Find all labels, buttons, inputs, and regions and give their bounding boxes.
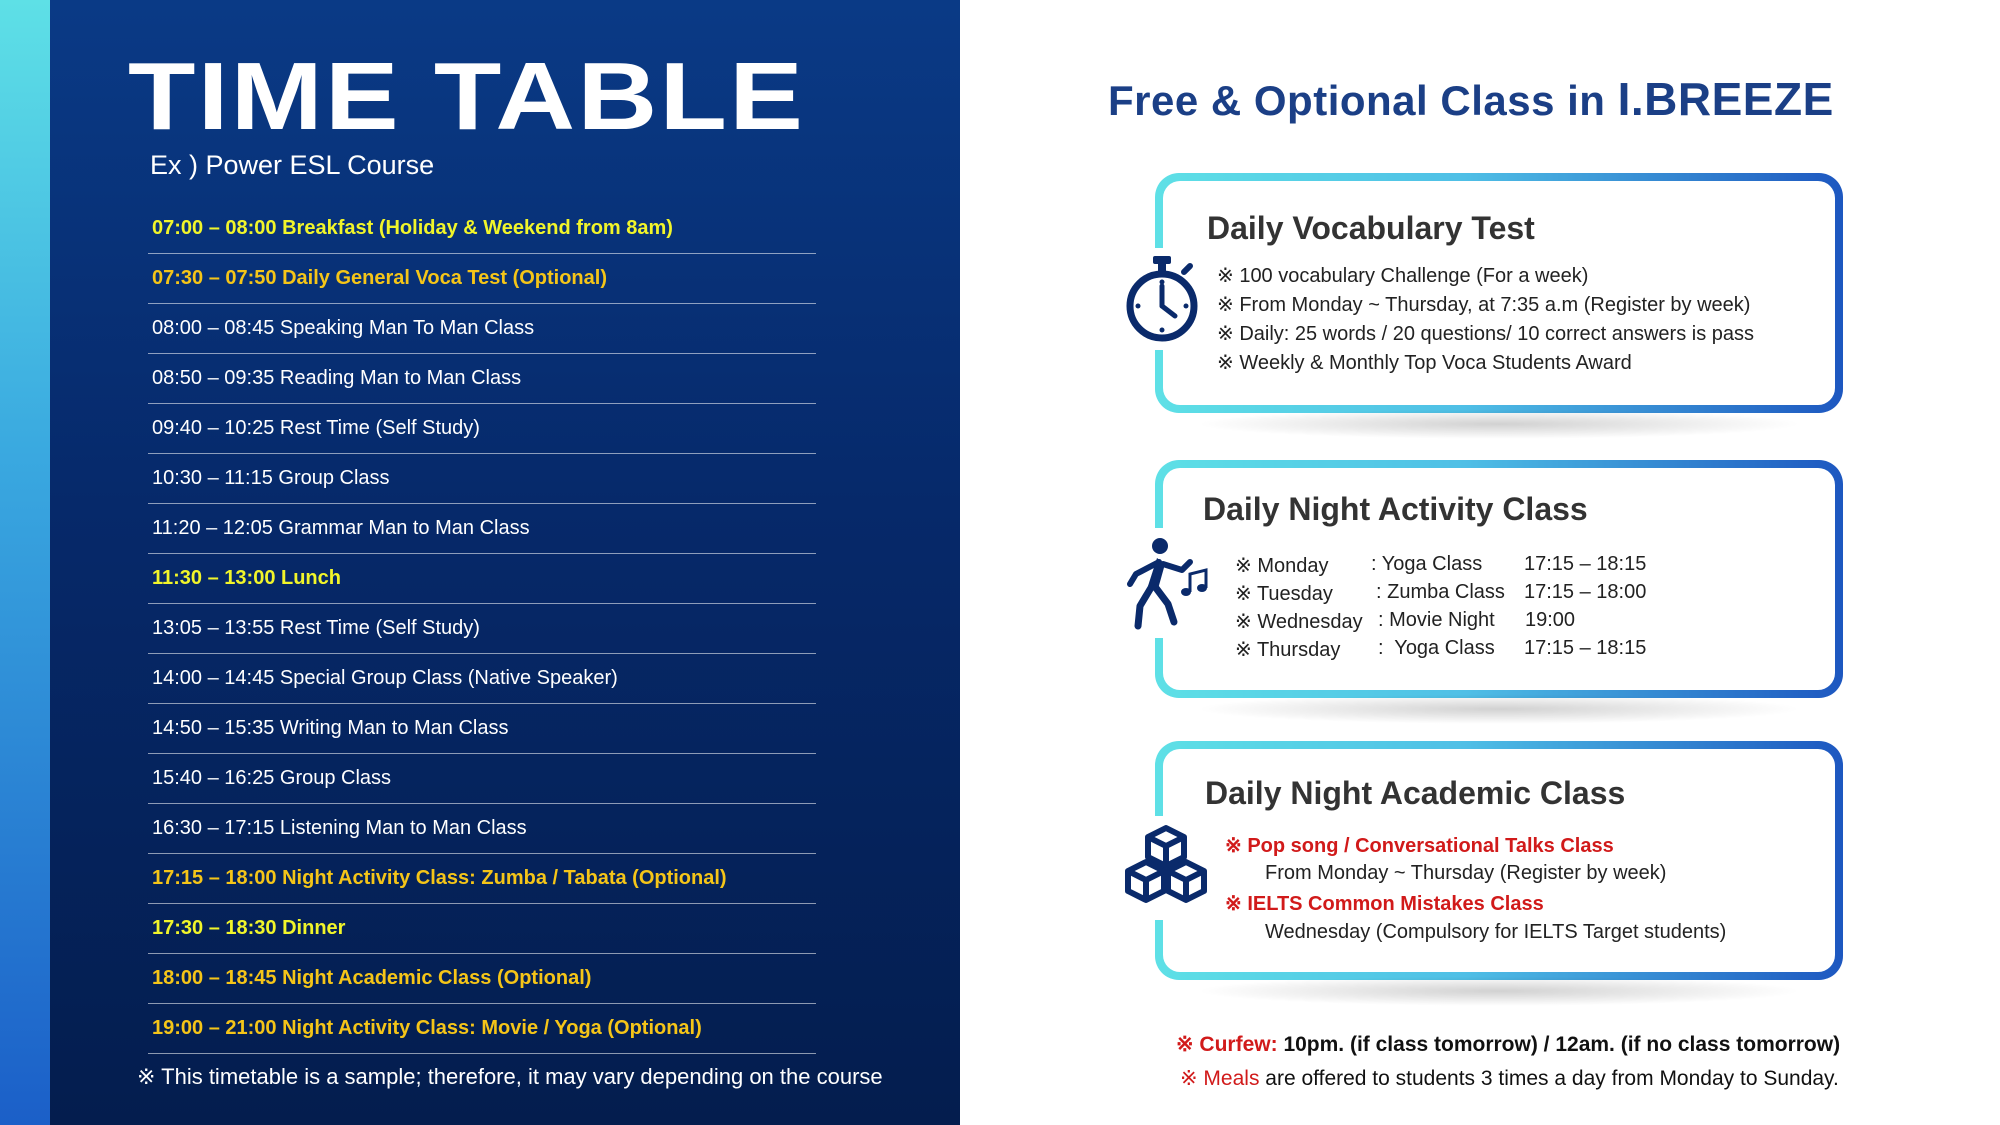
optional-class-title xyxy=(1108,72,1834,126)
course-subtitle: Ex ) Power ESL Course xyxy=(150,150,435,180)
schedule-row: 11:30 – 13:00 Lunch xyxy=(148,554,816,604)
schedule-row: 15:40 – 16:25 Group Class xyxy=(148,754,816,804)
dancer-icon xyxy=(1122,528,1218,638)
activity-day: ※ Thursday xyxy=(1235,639,1341,661)
schedule-row: 13:05 – 13:55 Rest Time (Self Study) xyxy=(148,604,816,654)
activity-class: : Yoga Class xyxy=(1378,637,1495,659)
left-accent-strip xyxy=(0,0,50,1125)
activity-day: ※ Wednesday xyxy=(1235,611,1363,633)
schedule-row: 08:00 – 08:45 Speaking Man To Man Class xyxy=(148,304,816,354)
card-title: Daily Night Academic Class xyxy=(1205,775,1626,811)
activity-class: : Movie Night xyxy=(1378,609,1495,631)
activity-class: : Yoga Class xyxy=(1371,553,1483,575)
curfew-text: 10pm. (if class tomorrow) / 12am. (if no class tomorrow) xyxy=(1277,1033,1841,1056)
card-line: ※ Weekly & Monthly Top Voca Students Award xyxy=(1217,352,1632,374)
schedule-row: 18:00 – 18:45 Night Academic Class (Optional) xyxy=(148,954,816,1004)
cubes-icon xyxy=(1112,816,1220,920)
activity-class: : Zumba Class xyxy=(1376,581,1505,603)
meals-text: are offered to students 3 times a day from Monday to Sunday. xyxy=(1259,1067,1839,1090)
activity-time: 17:15 – 18:00 xyxy=(1524,581,1647,603)
meals-label: ※ Meals xyxy=(1180,1067,1260,1090)
card-line: ※ From Monday ~ Thursday, at 7:35 a.m (Register by week) xyxy=(1217,294,1751,316)
brand-name: I.BREEZE xyxy=(1617,73,1834,125)
academic-class-name: ※ Pop song / Conversational Talks Class xyxy=(1225,835,1614,857)
activity-day: ※ Monday xyxy=(1235,555,1329,577)
schedule-row: 11:20 – 12:05 Grammar Man to Man Class xyxy=(148,504,816,554)
schedule-row: 14:50 – 15:35 Writing Man to Man Class xyxy=(148,704,816,754)
activity-time: 17:15 – 18:15 xyxy=(1524,553,1647,575)
card-title: Daily Vocabulary Test xyxy=(1207,210,1535,246)
schedule-row: 07:00 – 08:00 Breakfast (Holiday & Weekend from 8am) xyxy=(148,204,816,254)
schedule-row: 16:30 – 17:15 Listening Man to Man Class xyxy=(148,804,816,854)
curfew-label: ※ Curfew: xyxy=(1176,1033,1278,1056)
curfew-note xyxy=(1176,1032,1840,1057)
schedule-row: 17:30 – 18:30 Dinner xyxy=(148,904,816,954)
academic-class-desc: Wednesday (Compulsory for IELTS Target students) xyxy=(1265,921,1727,943)
meals-note xyxy=(1180,1066,1839,1091)
schedule-row: 08:50 – 09:35 Reading Man to Man Class xyxy=(148,354,816,404)
card-line: ※ Daily: 25 words / 20 questions/ 10 correct answers is pass xyxy=(1217,323,1754,345)
card-title: Daily Night Activity Class xyxy=(1203,491,1588,527)
activity-day: ※ Tuesday xyxy=(1235,583,1333,605)
schedule-row: 19:00 – 21:00 Night Activity Class: Movie / Yoga (Optional) xyxy=(148,1004,816,1054)
activity-time: 19:00 xyxy=(1525,609,1576,631)
title-prefix: Free & Optional Class in xyxy=(1108,77,1618,124)
schedule-row: 07:30 – 07:50 Daily General Voca Test (Optional) xyxy=(148,254,816,304)
academic-class-desc: From Monday ~ Thursday (Register by week) xyxy=(1265,862,1667,884)
academic-class-name: ※ IELTS Common Mistakes Class xyxy=(1225,893,1544,915)
schedule-list xyxy=(148,204,816,1054)
timetable-note: ※ This timetable is a sample; therefore, it may vary depending on the course xyxy=(137,1064,883,1089)
page-title: TIME TABLE xyxy=(128,43,806,150)
card-line: ※ 100 vocabulary Challenge (For a week) xyxy=(1217,265,1589,287)
stopwatch-icon xyxy=(1118,248,1206,350)
schedule-row: 10:30 – 11:15 Group Class xyxy=(148,454,816,504)
schedule-row: 09:40 – 10:25 Rest Time (Self Study) xyxy=(148,404,816,454)
activity-time: 17:15 – 18:15 xyxy=(1524,637,1647,659)
schedule-row: 14:00 – 14:45 Special Group Class (Native Speaker) xyxy=(148,654,816,704)
schedule-row: 17:15 – 18:00 Night Activity Class: Zumba / Tabata (Optional) xyxy=(148,854,816,904)
